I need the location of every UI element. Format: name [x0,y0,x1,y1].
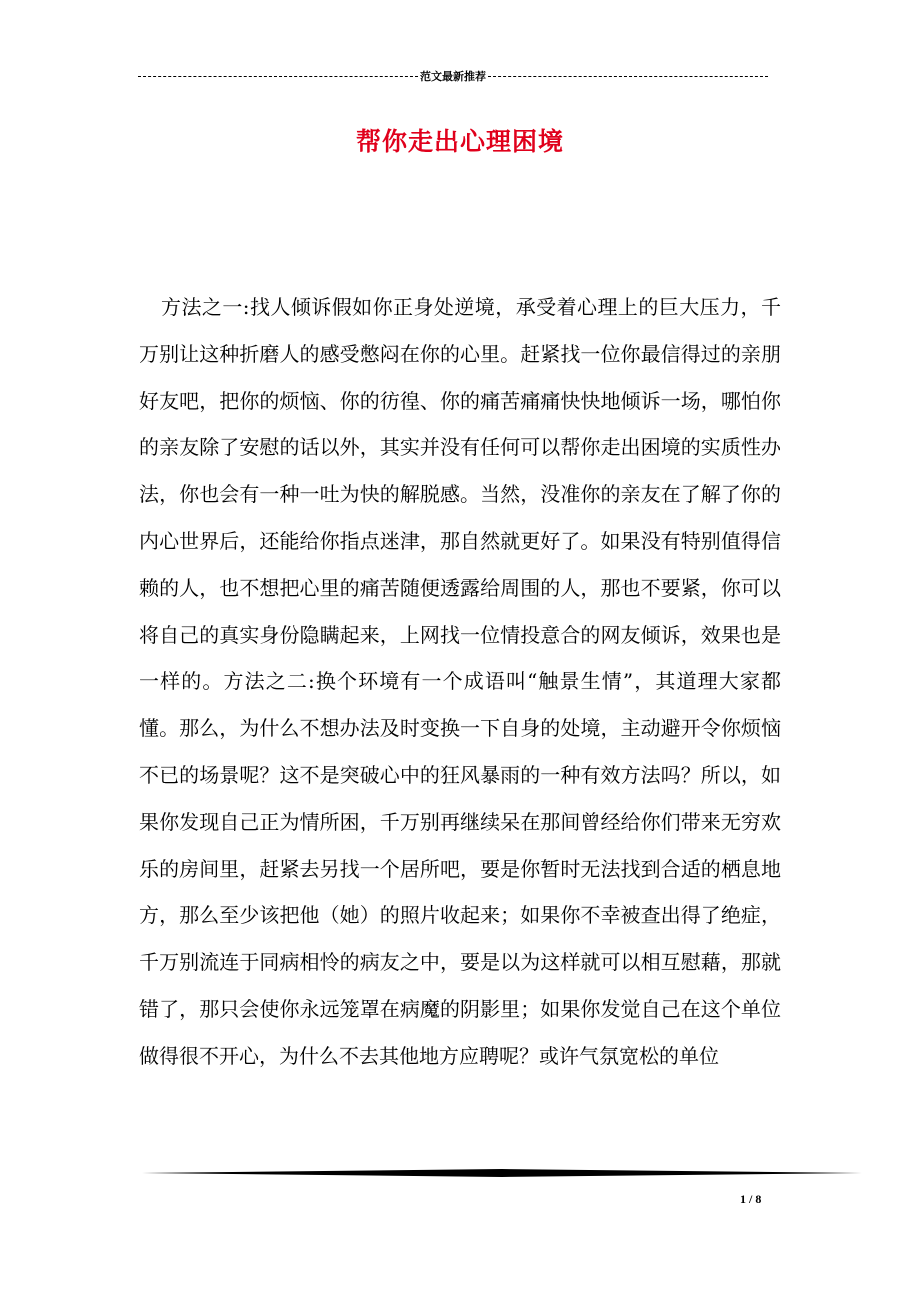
footer-rule [142,1168,862,1178]
body-paragraph: 方法之一:找人倾诉假如你正身处逆境，承受着心理上的巨大压力，千万别让这种折磨人的感受憋闷在你的心里。赶紧找一位你最信得过的亲朋好友吧，把你的烦恼、你的彷徨、你的痛苦痛痛快快地倾诉一场，哪怕你的亲友除了安慰的话以外，其实并没有任何可以帮你走出困境的实质性办法，你也会有一种一吐为快的解脱感。当然，没准你的亲友在了解了你的内心世界后，还能给你指点迷津，那自然就更好了。如果没有特别值得信赖的人，也不想把心里的痛苦随便透露给周围的人，那也不要紧，你可以将自己的真实身份隐瞒起来，上网找一位情投意合的网友倾诉，效果也是一样的。方法之二:换个环境有一个成语叫“触景生情”，其道理大家都懂。那么，为什么不想办法及时变换一下自身的处境，主动避开令你烦恼不已的场景呢？这不是突破心中的狂风暴雨的一种有效方法吗？所以，如果你发现自己正为情所困，千万别再继续呆在那间曾经给你们带来无穷欢乐的房间里，赶紧去另找一个居所吧，要是你暂时无法找到合适的栖息地方，那么至少该把他（她）的照片收起来；如果你不幸被查出得了绝症，千万别流连于同病相怜的病友之中，要是以为这样就可以相互慰藉，那就错了，那只会使你永远笼罩在病魔的阴影里；如果你发觉自己在这个单位做得很不开心，为什么不去其他地方应聘呢？或许气氛宽松的单位 [139,295,781,1068]
header-label: 范文最新推荐 [420,71,486,83]
header-dash-right [488,76,768,77]
header-dash-left [138,76,418,77]
page-number: 1 / 8 [740,1192,762,1206]
page-header [138,66,768,86]
document-title: 帮你走出心理困境 [355,127,564,156]
